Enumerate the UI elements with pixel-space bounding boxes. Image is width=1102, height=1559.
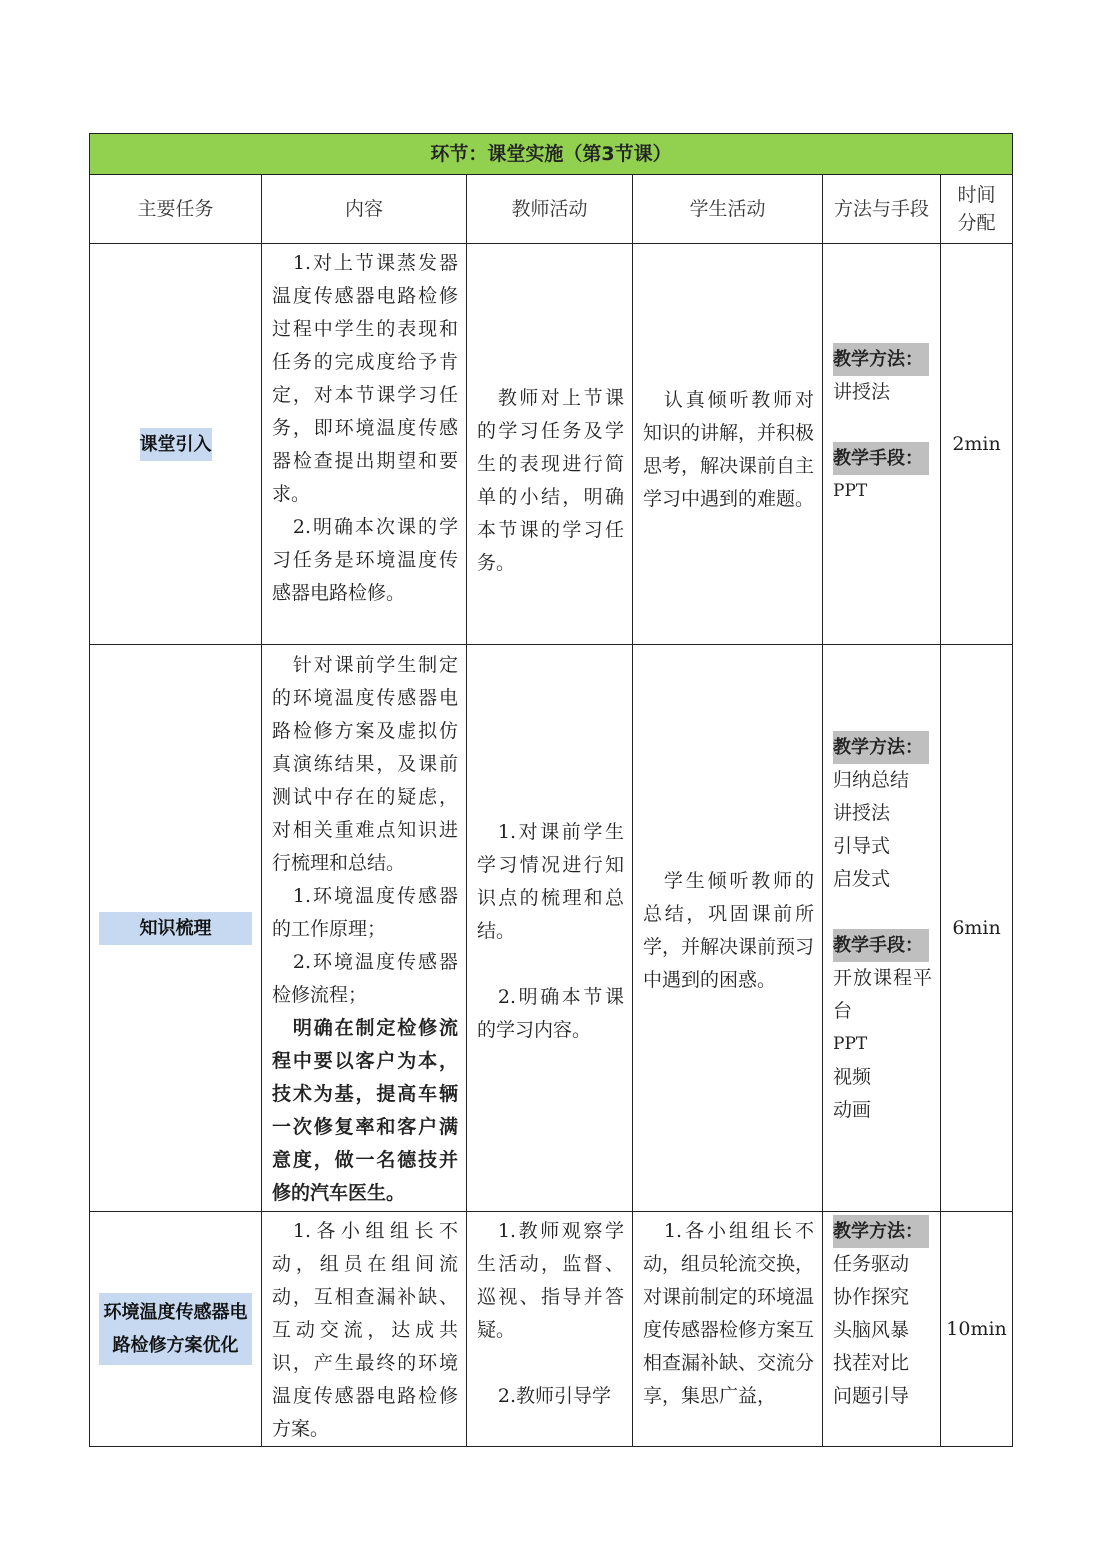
means-item: 开放课程平台 xyxy=(833,967,932,1022)
means-item: 动画 xyxy=(833,1099,872,1121)
content-paragraph: 1.环境温度传感器的工作原理； xyxy=(272,885,458,940)
content-cell xyxy=(262,1212,467,1447)
header-main-task: 主要任务 xyxy=(90,175,262,244)
header-student-activity: 学生活动 xyxy=(633,175,823,244)
content-paragraph: 2.环境温度传感器检修流程； xyxy=(272,951,458,1006)
content-paragraph: 1.各小组组长不动，组员在组间流动，互相查漏补缺、互动交流，达成共识，产生最终的环境温度传感器电路检修方案。 xyxy=(272,1220,458,1440)
content-paragraph: 针对课前学生制定的环境温度传感器电路检修方案及虚拟仿真演练结果，及课前测试中存在的疑虑，对相关重难点知识进行梳理和总结。 xyxy=(272,654,458,874)
section-title-row xyxy=(90,134,1013,175)
time-cell: 2min xyxy=(941,244,1013,645)
table-row xyxy=(90,645,1013,1212)
method-item: 问题引导 xyxy=(833,1385,910,1407)
method-item: 归纳总结 xyxy=(833,769,910,791)
method-item: 任务驱动 xyxy=(833,1253,910,1275)
time-cell: 6min xyxy=(941,645,1013,1212)
task-cell xyxy=(90,645,262,1212)
task-label: 知识梳理 xyxy=(99,912,252,945)
header-time: 时间分配 xyxy=(941,175,1013,244)
teacher-activity-cell xyxy=(467,244,633,645)
header-methods: 方法与手段 xyxy=(823,175,941,244)
task-cell xyxy=(90,1212,262,1447)
method-item: 启发式 xyxy=(833,868,891,890)
teacher-activity-cell xyxy=(467,1212,633,1447)
means-item: PPT xyxy=(833,1034,868,1054)
student-activity-cell xyxy=(633,1212,823,1447)
teacher-activity-text: 2.明确本节课的学习内容。 xyxy=(477,986,624,1041)
methods-cell xyxy=(823,244,941,645)
task-label: 环境温度传感器电路检修方案优化 xyxy=(99,1293,252,1365)
content-cell xyxy=(262,645,467,1212)
table-row xyxy=(90,244,1013,645)
method-item: 讲授法 xyxy=(833,802,891,824)
student-activity-cell xyxy=(633,244,823,645)
student-activity-cell xyxy=(633,645,823,1212)
method-item: 讲授法 xyxy=(833,381,891,403)
table-row xyxy=(90,1212,1013,1447)
task-cell xyxy=(90,244,262,645)
lesson-plan-table xyxy=(89,133,1013,1447)
header-row xyxy=(90,175,1013,244)
method-item: 协作探究 xyxy=(833,1286,910,1308)
time-cell: 10min xyxy=(941,1212,1013,1447)
method-label: 教学方法： xyxy=(833,731,929,764)
student-activity-text: 认真倾听教师对知识的讲解，并积极思考，解决课前自主学习中遇到的难题。 xyxy=(643,389,815,510)
method-label: 教学方法： xyxy=(833,1215,929,1248)
means-label: 教学手段： xyxy=(833,929,929,962)
means-item: 视频 xyxy=(833,1066,872,1088)
method-item: 头脑风暴 xyxy=(833,1319,910,1341)
task-label: 课堂引入 xyxy=(140,428,212,461)
method-item: 引导式 xyxy=(833,835,891,857)
methods-cell xyxy=(823,645,941,1212)
method-label: 教学方法： xyxy=(833,343,929,376)
student-activity-text: 学生倾听教师的总结，巩固课前所学，并解决课前预习中遇到的困惑。 xyxy=(643,870,815,991)
method-item: 找茬对比 xyxy=(833,1352,910,1374)
methods-cell xyxy=(823,1212,941,1447)
header-content: 内容 xyxy=(262,175,467,244)
content-cell xyxy=(262,244,467,645)
header-teacher-activity: 教师活动 xyxy=(467,175,633,244)
section-title: 环节：课堂实施（第3节课） xyxy=(90,134,1013,175)
teacher-activity-text: 1.对课前学生学习情况进行知识点的梳理和总结。 xyxy=(477,821,624,942)
student-activity-text: 1.各小组组长不动，组员轮流交换，对课前制定的环境温度传感器检修方案互相查漏补缺、交流分享，集思广益， xyxy=(643,1220,815,1407)
teacher-activity-text: 2.教师引导学 xyxy=(497,1385,612,1407)
content-emphasis: 明确在制定检修流程中要以客户为本，技术为基，提高车辆一次修复率和客户满意度，做一名德技并修的汽车医生。 xyxy=(272,1017,458,1204)
teacher-activity-text: 1.教师观察学生活动，监督、巡视、指导并答疑。 xyxy=(477,1220,624,1341)
teacher-activity-cell xyxy=(467,645,633,1212)
means-item: PPT xyxy=(833,481,868,501)
content-paragraph: 2.明确本次课的学习任务是环境温度传感器电路检修。 xyxy=(272,516,458,604)
content-paragraph: 1.对上节课蒸发器温度传感器电路检修过程中学生的表现和任务的完成度给予肯定，对本节课学习任务，即环境温度传感器检查提出期望和要求。 xyxy=(272,252,458,505)
means-label: 教学手段： xyxy=(833,442,929,475)
teacher-activity-text: 教师对上节课的学习任务及学生的表现进行简单的小结，明确本节课的学习任务。 xyxy=(477,386,624,574)
